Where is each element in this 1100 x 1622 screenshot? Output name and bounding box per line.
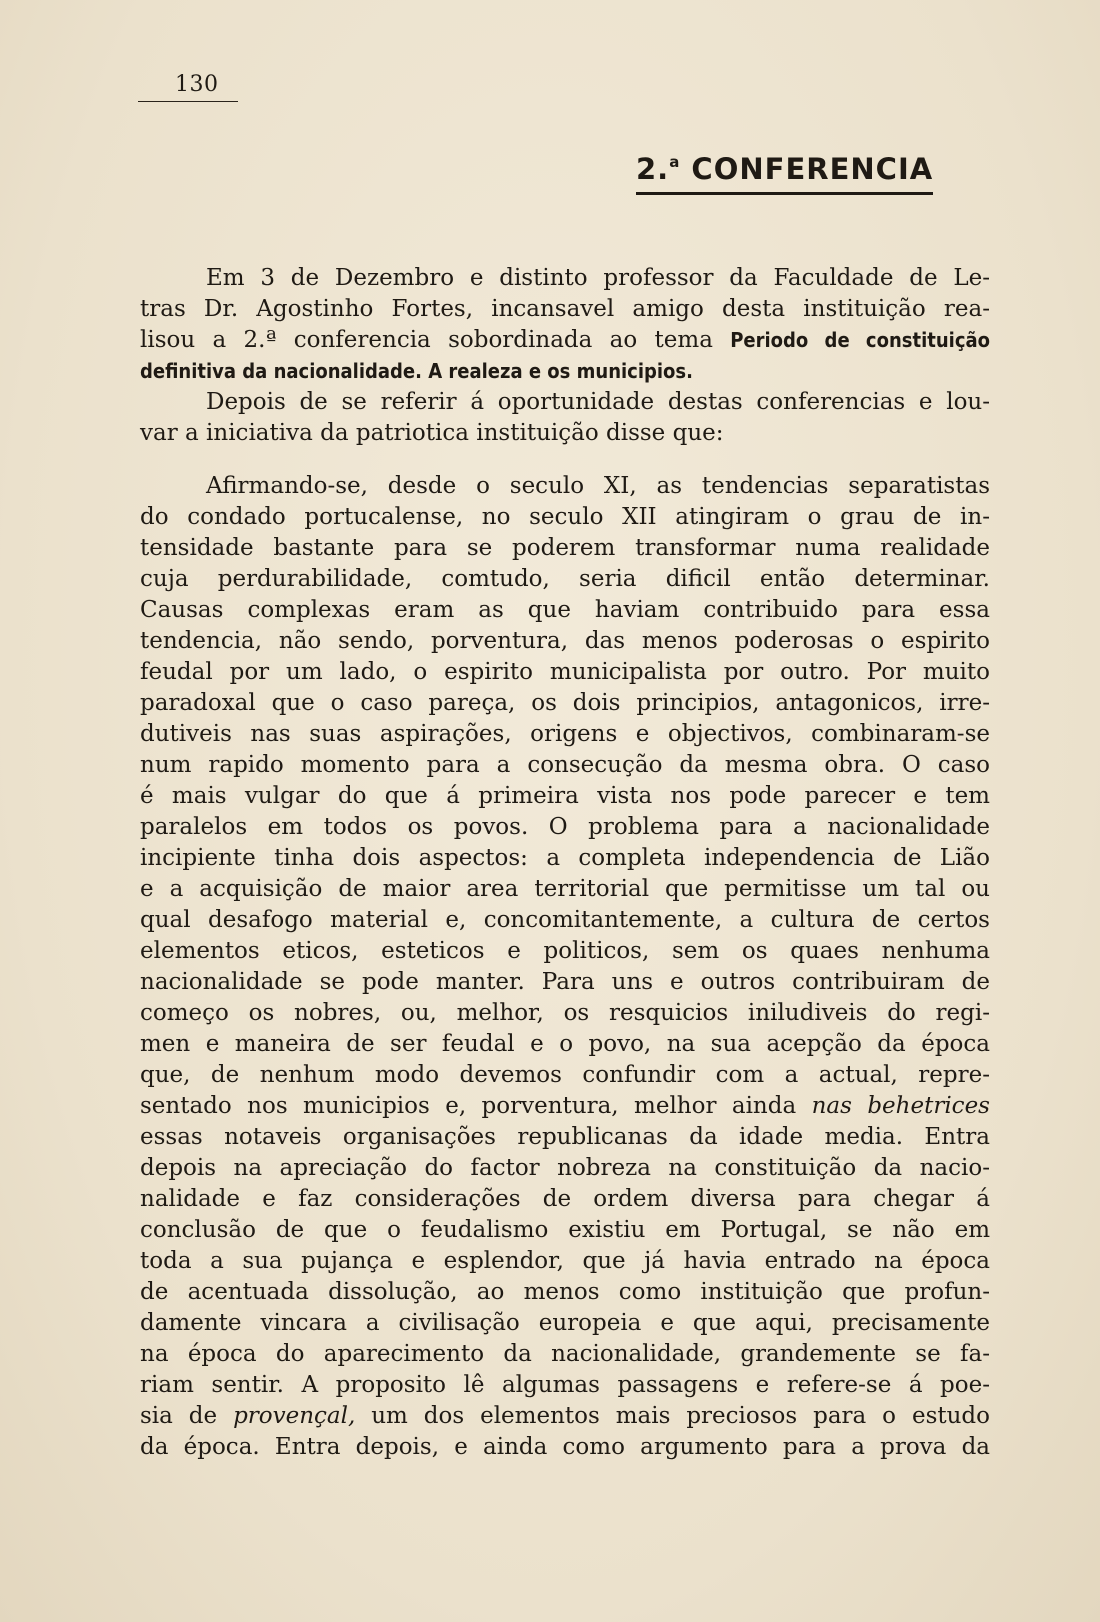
text-segment: lisou a 2.ª conferencia sobordinada ao tema	[140, 327, 731, 353]
text-line: da época. Entra depois, e ainda como argumento para a prova da	[140, 1434, 990, 1460]
italic-term: provençal,	[233, 1403, 356, 1429]
page-number-rule	[138, 101, 238, 102]
text-line: conclusão de que o feudalismo existiu em Portugal, se não em	[140, 1217, 990, 1243]
page-number: 130	[175, 72, 219, 97]
paragraph-gap	[140, 449, 990, 471]
text-line: Depois de se referir á oportunidade destas conferencias e lou-	[206, 389, 990, 415]
text-line: nalidade e faz considerações de ordem diversa para chegar á	[140, 1186, 990, 1212]
article-body	[140, 263, 990, 1463]
heading-ordinal-superscript: a	[669, 153, 681, 171]
heading-ordinal: 2.	[636, 152, 670, 186]
text-line: toda a sua pujança e esplendor, que já havia entrado na época	[140, 1248, 990, 1274]
text-line: depois na apreciação do factor nobreza na constituição da nacio-	[140, 1155, 990, 1181]
text-line: essas notaveis organisações republicanas da idade media. Entra	[140, 1124, 990, 1150]
text-line: na época do aparecimento da nacionalidade, grandemente se fa-	[140, 1341, 990, 1367]
text-line: elementos eticos, esteticos e politicos, sem os quaes nenhuma	[140, 938, 990, 964]
lecture-title-continued: definitiva da nacionalidade. A realeza e os municipios.	[140, 359, 693, 383]
text-line	[140, 356, 990, 387]
text-segment: sia de	[140, 1403, 234, 1429]
text-line: cuja perdurabilidade, comtudo, seria dificil então determinar.	[140, 566, 990, 592]
text-line: men e maneira de ser feudal e o povo, na sua acepção da época	[140, 1031, 990, 1057]
text-line: e a acquisição de maior area territorial que permitisse um tal ou	[140, 876, 990, 902]
text-line: de acentuada dissolução, ao menos como instituição que profun-	[140, 1279, 990, 1305]
text-line: incipiente tinha dois aspectos: a completa independencia de Lião	[140, 845, 990, 871]
text-line: tendencia, não sendo, porventura, das menos poderosas o espirito	[140, 628, 990, 654]
text-line: dutiveis nas suas aspirações, origens e objectivos, combinaram-se	[140, 721, 990, 747]
text-segment: sentado nos municipios e, porventura, melhor ainda	[140, 1093, 812, 1119]
conference-heading	[636, 152, 933, 195]
text-line: Em 3 de Dezembro e distinto professor da Faculdade de Le-	[206, 265, 990, 291]
lecture-title: Periodo de constituição	[730, 328, 990, 352]
text-segment: um dos elementos mais preciosos para o estudo	[355, 1403, 990, 1429]
italic-term: nas behetrices	[811, 1093, 990, 1119]
text-line: do condado portucalense, no seculo XII atingiram o grau de in-	[140, 504, 990, 530]
text-line: var a iniciativa da patriotica instituição disse que:	[140, 420, 724, 446]
text-line: qual desafogo material e, concomitantemente, a cultura de certos	[140, 907, 990, 933]
text-line	[140, 1091, 990, 1122]
text-line: paralelos em todos os povos. O problema para a nacionalidade	[140, 814, 990, 840]
text-line: paradoxal que o caso pareça, os dois principios, antagonicos, irre-	[140, 690, 990, 716]
text-line: tensidade bastante para se poderem transformar numa realidade	[140, 535, 990, 561]
text-line: tras Dr. Agostinho Fortes, incansavel amigo desta instituição rea-	[140, 296, 990, 322]
text-line: Afirmando-se, desde o seculo XI, as tendencias separatistas	[206, 473, 990, 499]
text-line: Causas complexas eram as que haviam contribuido para essa	[140, 597, 990, 623]
text-line	[140, 325, 990, 356]
text-line	[140, 1401, 990, 1432]
text-line: que, de nenhum modo devemos confundir com a actual, repre-	[140, 1062, 990, 1088]
text-line: num rapido momento para a consecução da mesma obra. O caso	[140, 752, 990, 778]
text-line: nacionalidade se pode manter. Para uns e outros contribuiram de	[140, 969, 990, 995]
text-line: começo os nobres, ou, melhor, os resquicios iniludiveis do regi-	[140, 1000, 990, 1026]
text-line: é mais vulgar do que á primeira vista nos pode parecer e tem	[140, 783, 990, 809]
text-line: riam sentir. A proposito lê algumas passagens e refere-se á poe-	[140, 1372, 990, 1398]
text-line: feudal por um lado, o espirito municipalista por outro. Por muito	[140, 659, 990, 685]
heading-title: CONFERENCIA	[680, 152, 934, 186]
text-line: damente vincara a civilisação europeia e que aqui, precisamente	[140, 1310, 990, 1336]
